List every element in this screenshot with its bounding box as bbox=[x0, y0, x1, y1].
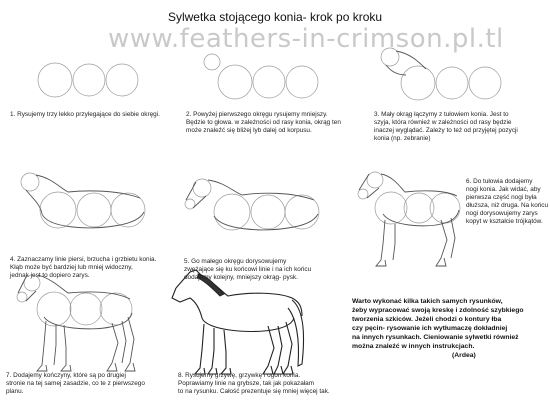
step-2-caption: 2. Powyżej pierwszego okręgu rysujemy mniejszy. Będzie to głowa. w zależności od rasy konia, okrąg ten może znaleźć się bliżej lyb dalej od korpusu. bbox=[186, 111, 341, 134]
step-7-caption: 7. Dodajemy kończyny, które są po drugiej stronie na tej samej zasadzie, co te z pierwszego planu. bbox=[6, 372, 145, 395]
closing-note: Warto wykonać kilka takich samych rysunków, żeby wypracować swoją kreskę i zdolność szybkiego tworzenia szkiców. Jeżeli chodzi o kontury łba czy pęcin- rysowanie ich wytłumaczę dokładniej na innych rysunkach. Cieniowanie sylwetki również można znaleźć w innych instrukcjach. (Ardea) bbox=[352, 297, 548, 360]
sketch-step-7 bbox=[10, 265, 140, 385]
step-5-caption: 5. Go małego okręgu dorysowujemy zwężające się ku końcowi linie i na ich końcu dodajemy kolejny, mniejszy okrąg- pysk. bbox=[184, 258, 312, 281]
sketch-step-3 bbox=[370, 45, 520, 105]
watermark: www.feathers-in-crimson.pl.tl bbox=[108, 24, 504, 54]
step-3-caption: 3. Mały okrąg łączymy z tułowiem konia. Jest to szyja, która również w zależności od rasy będzie inaczej wyglądać. Zależy to też od przyjętej pozycji konia (np. zebranie) bbox=[374, 111, 518, 142]
sketch-step-5 bbox=[178, 170, 328, 240]
sketch-step-2 bbox=[195, 50, 325, 105]
step-1-caption: 1. Rysujemy trzy lekko przylegające do siebie okręgi. bbox=[10, 111, 160, 118]
sketch-step-4 bbox=[8, 168, 158, 238]
page-title: Sylwetka stojącego konia- krok po kroku bbox=[167, 10, 383, 24]
sketch-step-8 bbox=[168, 268, 318, 383]
step-8-caption: 8. Rysujemy grzywę, grzywkę i ogon konia. Poprawiamy linie na grybsze, tak jak pokazałam to na rysunku. Całość prezentuje się mniej więcej tak. bbox=[178, 372, 330, 395]
sketch-step-1 bbox=[35, 60, 145, 100]
note-author: (Ardea) bbox=[452, 352, 476, 359]
step-6-caption: 6. Do tułowia dodajemy nogi konia. Jak widać, aby pierwsza część nogi była dłuższa, niż druga. Na końcu nogi dorysowujemy zarys kopyt w kształcie trójkątów. bbox=[466, 178, 549, 225]
sketch-step-6 bbox=[345, 162, 465, 277]
step-4-caption: 4. Zaznaczamy linie piersi, brzucha i grzbietu konia. Kłąb może być bardziej lub mniej widoczny, jednak jest to dopiero zarys. bbox=[10, 256, 157, 279]
